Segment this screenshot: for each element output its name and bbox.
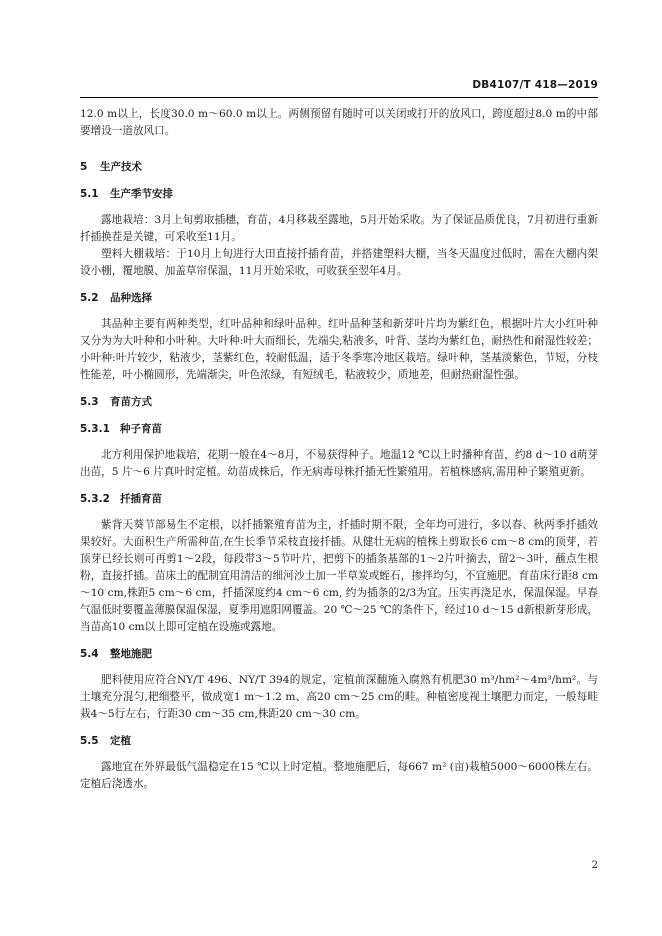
- section-title: 扦插育苗: [120, 493, 162, 505]
- paragraph: 露地宜在外界最低气温稳定在15 ℃以上时定植。整地施肥后，每667 m² (亩)栽植5000～6000株左右。定植后浇透水。: [80, 761, 598, 790]
- header-divider: [80, 97, 598, 98]
- page-number: 2: [591, 860, 598, 871]
- section-number: 5.3: [80, 396, 99, 408]
- paragraph: 北方利用保护地栽培，花期一般在4～8月，不易获得种子。地温12 ℃以上时播种育苗，约8 d～10 d萌芽出苗，5 片～6 片真叶时定植。幼苗成株后，作无病毒母株扦插无性繁殖用。若植株感病,需用种子繁殖更新。: [80, 449, 598, 478]
- section-title: 整地施肥: [110, 648, 152, 660]
- section-5-3-1-heading: [80, 421, 598, 438]
- section-number: 5.2: [80, 292, 99, 304]
- section-title: 种子育苗: [120, 423, 162, 435]
- section-number: 5.3.2: [80, 493, 110, 505]
- section-5-4-heading: [80, 646, 598, 663]
- paragraph: 塑料大棚栽培：于10月上旬进行大田直接扦插育苗，并搭建塑料大棚，当冬天温度过低时，需在大棚内架设小棚，覆地膜、加盖草帘保温，11月开始采收，可收获至翌年4月。: [80, 248, 598, 277]
- section-title: 品种选择: [110, 292, 152, 304]
- section-title: 生产技术: [100, 161, 142, 173]
- section-title: 定植: [110, 735, 131, 747]
- paragraph: 露地栽培：3月上旬剪取插穗，育苗，4月移栽至露地，5月开始采收。为了保证品质优良，7月初进行重新扦插换茬是关键，可采收至11月。: [80, 214, 598, 243]
- paragraph: 紫背天葵节部易生不定根，以扦插繁殖育苗为主，扦插时期不限，全年均可进行，多以春、秋两季扦插效果较好。大面积生产所需种苗,在生长季节采枝直接扦插。从健壮无病的植株上剪取长6 cm～8 cm的顶芽，若顶芽已经长则可再剪1～2段，每段带3～5节叶片，把剪下的插条基部的1～2片叶摘去，留2～3叶，蘸点生根粉，直接扦插。苗床土的配制宜用清洁的细河沙土加一半草炭或蛭石，掺拌均匀，不宜施肥。育苗床行距8 cm～10 cm,株距5 cm～6 cm，扦插深度约4 cm～6 cm, 约为插条的2/3为宜。压实再浇足水，保温保湿。早春气温低时要覆盖薄膜保温保湿，夏季用遮阳网覆盖。20 ℃～25 ℃的条件下，经过10 d～15 d新根新芽形成，当苗高10 cm以上即可定植在设施或露地。: [80, 519, 598, 633]
- section-number: 5.1: [80, 188, 99, 200]
- section-number: 5.5: [80, 735, 99, 747]
- section-number: 5.3.1: [80, 423, 110, 435]
- document-code: DB4107/T 418—2019: [472, 79, 598, 91]
- page-body: [80, 106, 598, 793]
- paragraph: 其品种主要有两种类型，红叶品种和绿叶品种。红叶品种茎和新芽叶片均为紫红色，根据叶片大小红叶种又分为为大叶种和小叶种。大叶种:叶大而细长，先端尖,粘液多，叶背、茎均为紫红色，耐热性和耐湿性较差；小叶种:叶片较少，粘液少，茎紫红色，较耐低温，适于冬季寒冷地区栽培。绿叶种，茎基淡紫色，节短，分枝性能差，叶小椭圆形，先端渐尖，叶色浓绿，有短绒毛，粘液较少，质地差，但耐热耐湿性强。: [80, 318, 598, 381]
- section-title: 生产季节安排: [110, 188, 173, 200]
- section-5-1-heading: [80, 186, 598, 203]
- section-5-5-heading: [80, 733, 598, 750]
- section-5-heading: [80, 159, 598, 176]
- continued-paragraph: 12.0 m以上，长度30.0 m～60.0 m以上。两侧预留有随时可以关闭或打开的放风口，跨度超过8.0 m的中部要增设一道放风口。: [80, 108, 598, 137]
- paragraph: 肥料使用应符合NY/T 496、NY/T 394的规定，定植前深翻施入腐熟有机肥30 m³/hm²～4m³/hm²。与土壤充分混匀,耙细整平，做成宽1 m～1.2 m、高20 cm～25 cm的畦。种植密度视土壤肥力而定，一般每畦栽4～5行左右，行距30 cm～35 cm,株距20 cm～30 cm。: [80, 674, 598, 720]
- section-5-2-heading: [80, 290, 598, 307]
- section-5-3-2-heading: [80, 491, 598, 508]
- section-title: 育苗方式: [110, 396, 152, 408]
- section-5-3-heading: [80, 394, 598, 411]
- section-number: 5: [80, 161, 88, 173]
- section-number: 5.4: [80, 648, 99, 660]
